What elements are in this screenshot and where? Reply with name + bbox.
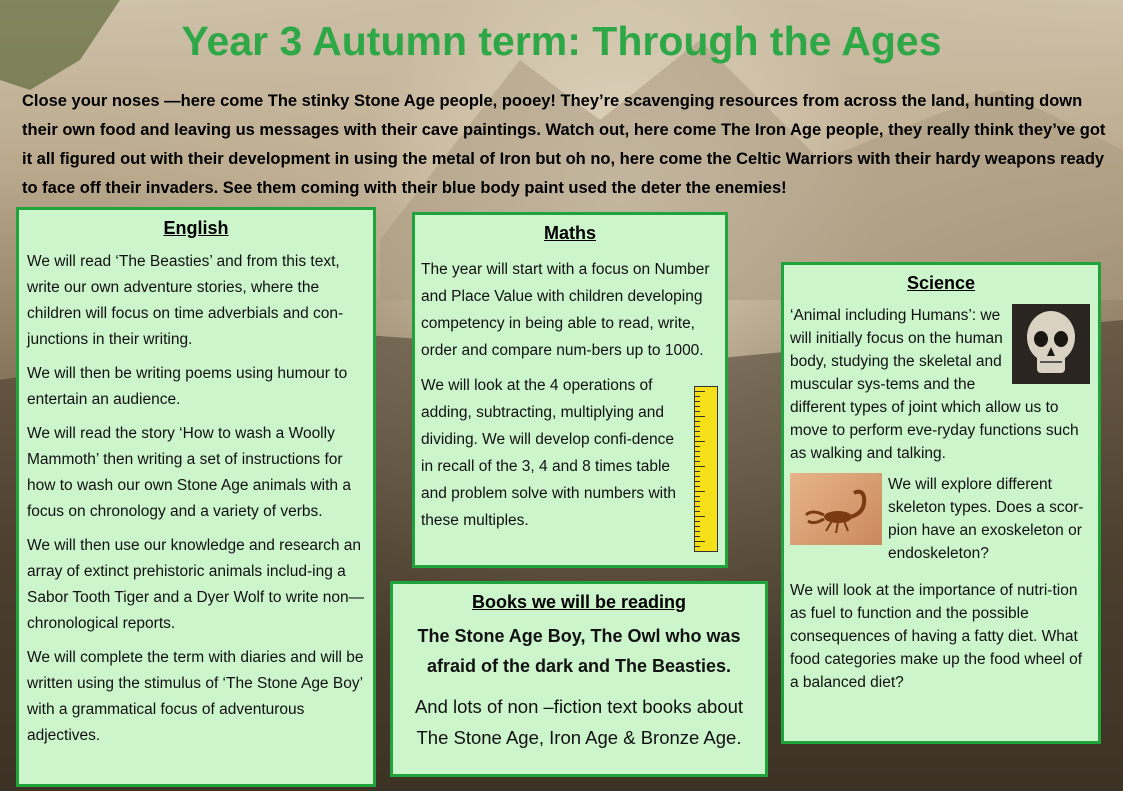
ruler-tick [695,456,700,457]
science-heading: Science [906,273,976,293]
ruler-image [694,386,718,552]
science-panel [781,262,1101,744]
english-paragraph: We will read ‘The Beasties’ and from this text, write our own adventure stories, where the children will focus on time adverbials and con-junctions in their writing. [27,253,344,348]
ruler-tick [695,451,700,452]
skull-image [1012,304,1090,384]
ruler-tick [695,476,700,477]
ruler-tick [695,396,700,397]
english-paragraph: We will then use our knowledge and research an array of extinct prehistoric animals includ-ing a Sabor Tooth Tiger and a Dyer Wolf to write non—chronological reports. [27,537,365,632]
english-paragraph: We will complete the term with diaries and will be written using the stimulus of ‘The Stone Age Boy’ with a grammatical focus of adventurous adjectives. [27,649,364,744]
ruler-tick [695,506,700,507]
ruler-tick [695,546,700,547]
ruler-tick [695,426,700,427]
ruler-tick [695,431,700,432]
ruler-tick [695,441,705,442]
ruler-tick [695,521,700,522]
ruler-tick [695,401,700,402]
ruler-tick [695,446,700,447]
maths-paragraph: We will look at the 4 operations of adding, subtracting, multiplying and dividing. We will develop confi-dence in recall of the 3, 4 and 8 times table and problem solve with numbers with these multiples. [421,377,677,529]
ruler-tick [695,416,705,417]
ruler-tick [695,491,705,492]
ruler-tick [695,501,700,502]
ruler-tick [695,391,705,392]
maths-paragraph: The year will start with a focus on Number and Place Value with children developing competency in being able to read, write, order and compare num-bers up to 1000. [421,261,710,359]
books-note: And lots of non –fiction text books about The Stone Age, Iron Age & Bronze Age. [414,696,744,748]
ruler-tick [695,531,700,532]
ruler-tick [695,526,700,527]
ruler-tick [695,436,700,437]
ruler-tick [695,411,700,412]
ruler-tick [695,406,700,407]
english-paragraph: We will read the story ‘How to wash a Woolly Mammoth’ then writing a set of instructions for how to wash our own Stone Age animals with a focus on chronology and a variety of verbs. [27,425,351,520]
ruler-tick [695,511,700,512]
ruler-tick [695,421,700,422]
ruler-tick [695,516,705,517]
maths-heading: Maths [543,223,596,243]
ruler-tick [695,471,700,472]
ruler-tick [695,496,700,497]
ruler-tick [695,486,700,487]
english-heading: English [163,218,229,238]
english-panel [16,207,376,787]
books-heading: Books we will be reading [471,592,687,612]
page-title: Year 3 Autumn term: Through the Ages [181,18,942,64]
english-paragraph: We will then be writing poems using humour to entertain an audience. [27,365,348,408]
books-panel [390,581,768,777]
science-paragraph: ‘Animal including Humans’: we will initially focus on the human body, studying the skeletal and muscular sys-tems and the different types of joint which allow us to move to perform eve-ryday functions such as walking and talking. [790,307,1079,462]
maths-panel [412,212,728,568]
ruler-tick [695,466,705,467]
ruler-tick [695,461,700,462]
ruler-tick [695,541,705,542]
books-list: The Stone Age Boy, The Owl who was afraid of the dark and The Beasties. [417,626,741,676]
intro-paragraph: Close your noses —here come The stinky Stone Age people, pooey! They’re scavenging resources from across the land, hunting down their own food and leaving us messages with their cave paintings. Watch out, here come The Iron Age people, they really think they’ve got it all figured out with their development in using the metal of Iron but oh no, here come the Celtic Warriors with their hardy weapons ready to face off their invaders. See them coming with their blue body paint used the deter the enemies! [22,92,1106,197]
science-paragraph: We will look at the importance of nutri-tion as fuel to function and the possible consequences of having a fatty diet. What food categories make up the food wheel of a balanced diet? [790,582,1083,691]
scorpion-image [790,473,882,545]
ruler-tick [695,481,700,482]
science-paragraph: We will explore different skeleton types. Does a scor-pion have an exoskeleton or endoskeleton? [888,476,1084,562]
ruler-tick [695,536,700,537]
